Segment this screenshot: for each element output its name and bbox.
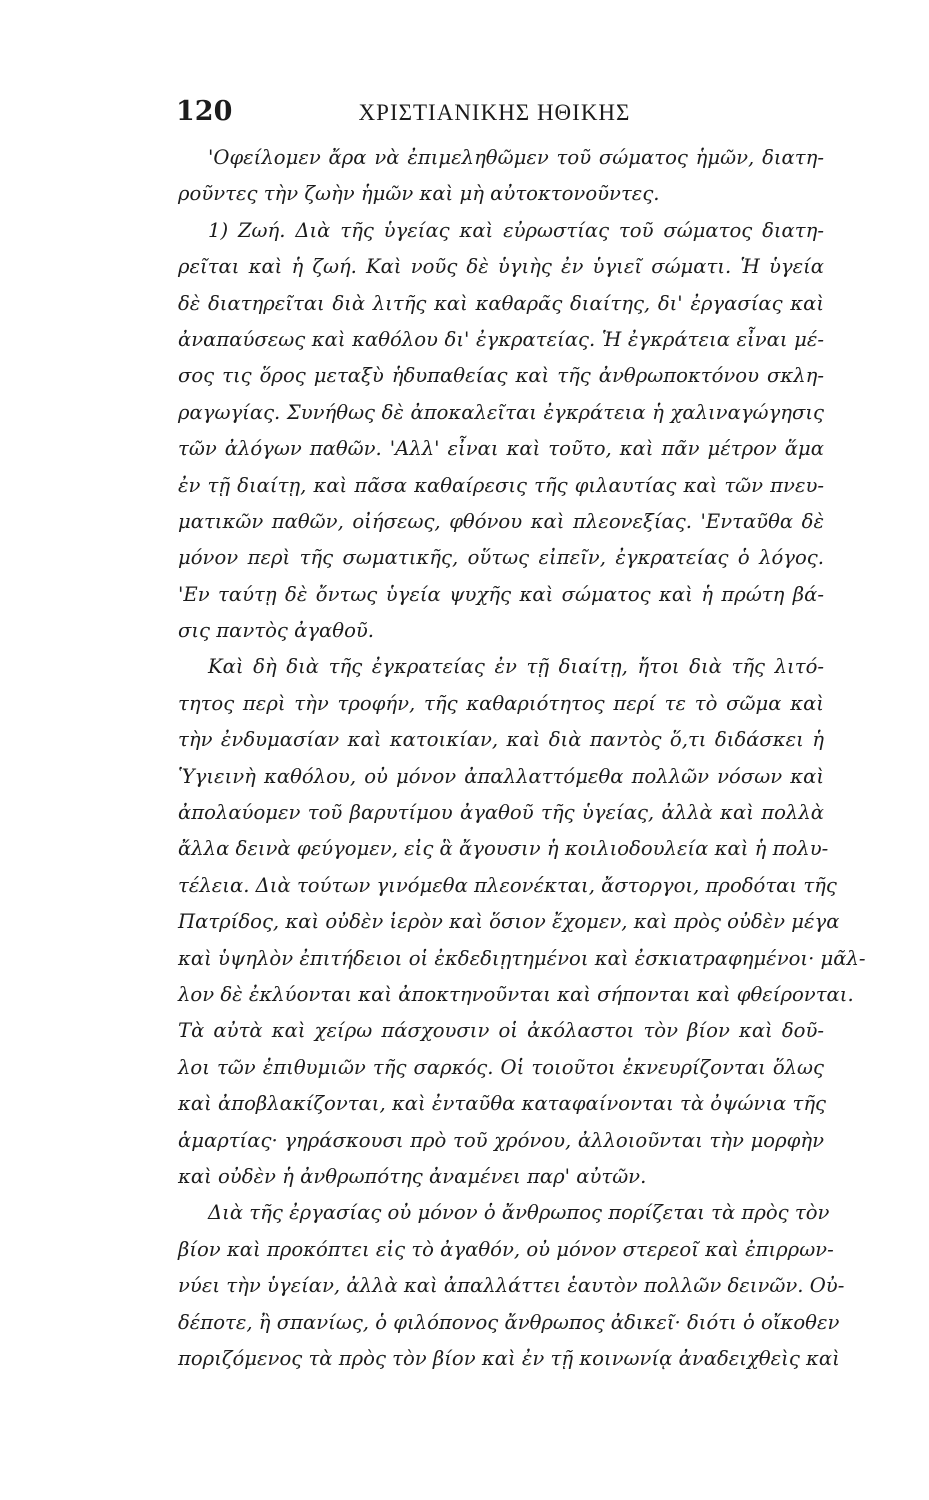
page-header: [0, 96, 929, 136]
text-line: ἀπολαύομεν τοῦ βαρυτίμου ἀγαθοῦ τῆς ὑγείας, ἀλλὰ καὶ πολλὰ: [178, 801, 824, 825]
text-line: 'Εν ταύτῃ δὲ ὄντως ὑγεία ψυχῆς καὶ σώματος καὶ ἡ πρώτη βά-: [178, 582, 824, 606]
text-line: δέποτε, ἢ σπανίως, ὁ φιλόπονος ἄνθρωπος ἀδικεῖ· διότι ὁ οἴκοθεν: [178, 1310, 840, 1334]
text-line: βίον καὶ προκόπτει εἰς τὸ ἀγαθόν, οὐ μόνον στερεοῖ καὶ ἐπιρρων-: [178, 1237, 834, 1261]
text-line: νύει τὴν ὑγείαν, ἀλλὰ καὶ ἀπαλλάττει ἑαυτὸν πολλῶν δεινῶν. Οὐ-: [178, 1274, 845, 1298]
text-line: ἄλλα δεινὰ φεύγομεν, εἰς ἃ ἄγουσιν ἡ κοιλιοδουλεία καὶ ἡ πολυ-: [178, 837, 829, 861]
text-line: τέλεια. Διὰ τούτων γινόμεθα πλεονέκται, ἄστοργοι, προδόται τῆς: [178, 873, 837, 897]
running-head: ΧΡΙΣΤΙΑΝΙΚΗΣ ΗΘΙΚΗΣ: [358, 100, 631, 125]
text-line: ποριζόμενος τὰ πρὸς τὸν βίον καὶ ἐν τῇ κοινωνίᾳ ἀναδειχθεὶς καὶ: [178, 1346, 840, 1370]
text-line: ἐν τῇ διαίτῃ, καὶ πᾶσα καθαίρεσις τῆς φιλαυτίας καὶ τῶν πνευ-: [178, 473, 824, 497]
text-line: ροῦντες τὴν ζωὴν ἡμῶν καὶ μὴ αὐτοκτονοῦντες.: [178, 182, 660, 206]
text-line: Τὰ αὐτὰ καὶ χείρω πάσχουσιν οἱ ἀκόλαστοι τὸν βίον καὶ δοῦ-: [178, 1019, 824, 1043]
page-number: 120: [176, 96, 233, 127]
text-line: σος τις ὅρος μεταξὺ ἡδυπαθείας καὶ τῆς ἀνθρωποκτόνου σκλη-: [178, 364, 824, 388]
text-line: ματικῶν παθῶν, οἰήσεως, φθόνου καὶ πλεονεξίας. 'Ενταῦθα δὲ: [178, 509, 824, 533]
text-line: ραγωγίας. Συνήθως δὲ ἀποκαλεῖται ἐγκράτεια ἡ χαλιναγώγησις: [178, 400, 824, 424]
text-line: 1) Ζωή. Διὰ τῆς ὑγείας καὶ εὐρωστίας τοῦ σώματος διατη-: [208, 218, 824, 242]
text-line: Ὑγιεινὴ καθόλου, οὐ μόνον ἀπαλλαττόμεθα πολλῶν νόσων καὶ: [178, 764, 824, 788]
text-line: καὶ οὐδὲν ἡ ἀνθρωπότης ἀναμένει παρ' αὐτῶν.: [178, 1164, 647, 1188]
text-line: δὲ διατηρεῖται διὰ λιτῆς καὶ καθαρᾶς διαίτης, δι' ἐργασίας καὶ: [178, 291, 824, 315]
text-line: σις παντὸς ἀγαθοῦ.: [178, 619, 375, 643]
text-line: Καὶ δὴ διὰ τῆς ἐγκρατείας ἐν τῇ διαίτῃ, ἤτοι διὰ τῆς λιτό-: [208, 655, 824, 679]
text-line: ἁμαρτίας· γηράσκουσι πρὸ τοῦ χρόνου, ἀλλοιοῦνται τὴν μορφὴν: [178, 1128, 824, 1152]
text-line: τὴν ἐνδυμασίαν καὶ κατοικίαν, καὶ διὰ παντὸς ὅ,τι διδάσκει ἡ: [178, 728, 824, 752]
text-line: λοι τῶν ἐπιθυμιῶν τῆς σαρκός. Οἱ τοιοῦτοι ἐκνευρίζονται ὅλως: [178, 1055, 824, 1079]
text-line: λον δὲ ἐκλύονται καὶ ἀποκτηνοῦνται καὶ σήπονται καὶ φθείρονται.: [178, 982, 854, 1006]
text-line: τητος περὶ τὴν τροφήν, τῆς καθαριότητος περί τε τὸ σῶμα καὶ: [178, 691, 824, 715]
text-line: Διὰ τῆς ἐργασίας οὐ μόνον ὁ ἄνθρωπος πορίζεται τὰ πρὸς τὸν: [208, 1201, 830, 1225]
text-line: Πατρίδος, καὶ οὐδὲν ἱερὸν καὶ ὅσιον ἔχομεν, καὶ πρὸς οὐδὲν μέγα: [178, 910, 840, 934]
text-line: καὶ ἀποβλακίζονται, καὶ ἐνταῦθα καταφαίνονται τὰ ὀψώνια τῆς: [178, 1092, 827, 1116]
text-line: ρεῖται καὶ ἡ ζωή. Καὶ νοῦς δὲ ὑγιὴς ἐν ὑγιεῖ σώματι. Ἡ ὑγεία: [178, 255, 824, 279]
text-line: καὶ ὑψηλὸν ἐπιτήδειοι οἱ ἐκδεδιῃτημένοι καὶ ἐσκιατραφημένοι· μᾶλ-: [178, 946, 866, 970]
text-line: 'Οφείλομεν ἄρα νὰ ἐπιμεληθῶμεν τοῦ σώματος ἡμῶν, διατη-: [208, 146, 824, 169]
text-line: μόνον περὶ τῆς σωματικῆς, οὕτως εἰπεῖν, ἐγκρατείας ὁ λόγος.: [178, 546, 824, 570]
page-body: [178, 140, 866, 1377]
text-line: τῶν ἀλόγων παθῶν. 'Αλλ' εἶναι καὶ τοῦτο, καὶ πᾶν μέτρον ἅμα: [178, 437, 824, 461]
text-line: ἀναπαύσεως καὶ καθόλου δι' ἐγκρατείας. Ἡ ἐγκράτεια εἶναι μέ-: [178, 327, 824, 351]
